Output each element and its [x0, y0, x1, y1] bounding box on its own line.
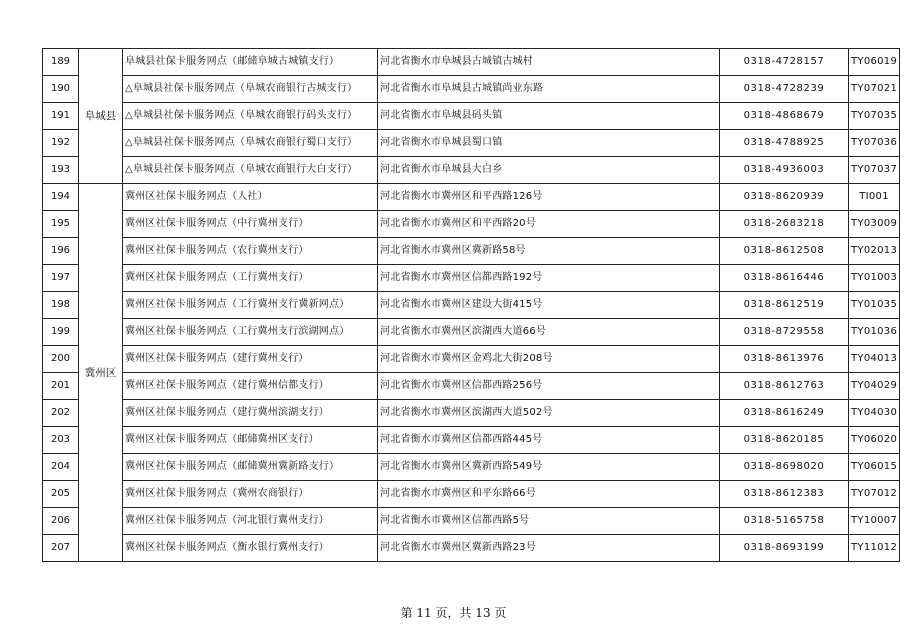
phone-number: 0318-8613976	[720, 346, 849, 373]
service-point-name: 冀州区社保卡服务网点（中行冀州支行）	[123, 211, 378, 238]
service-point-address: 河北省衡水市冀州区和平东路66号	[378, 481, 720, 508]
outlet-code: TY10007	[849, 508, 900, 535]
service-point-name: 冀州区社保卡服务网点（建行冀州信都支行）	[123, 373, 378, 400]
service-point-address: 河北省衡水市冀州区信都西路192号	[378, 265, 720, 292]
service-point-name: 冀州区社保卡服务网点（工行冀州支行）	[123, 265, 378, 292]
phone-number: 0318-8612763	[720, 373, 849, 400]
table-row	[43, 49, 900, 76]
service-point-name: 冀州区社保卡服务网点（邮储冀州冀新路支行）	[123, 454, 378, 481]
table-row	[43, 373, 900, 400]
outlet-code: TY03009	[849, 211, 900, 238]
table-row	[43, 238, 900, 265]
row-number: 200	[43, 346, 79, 373]
phone-number: 0318-8693199	[720, 535, 849, 562]
phone-number: 0318-8612519	[720, 292, 849, 319]
table-row	[43, 265, 900, 292]
outlet-code: TY07037	[849, 157, 900, 184]
outlet-code: TY06020	[849, 427, 900, 454]
outlet-code: TY07021	[849, 76, 900, 103]
page-footer: 第 11 页，共 13 页	[400, 606, 507, 620]
outlet-code: TY01036	[849, 319, 900, 346]
row-number: 197	[43, 265, 79, 292]
table-row	[43, 103, 900, 130]
service-point-name: 冀州区社保卡服务网点（邮储冀州区支行）	[123, 427, 378, 454]
service-point-name: △阜城县社保卡服务网点（阜城农商银行码头支行）	[123, 103, 378, 130]
service-point-name: 冀州区社保卡服务网点（衡水银行冀州支行）	[123, 535, 378, 562]
service-point-address: 河北省衡水市阜城县码头镇	[378, 103, 720, 130]
table-row	[43, 346, 900, 373]
outlet-code: TY01035	[849, 292, 900, 319]
row-number: 191	[43, 103, 79, 130]
phone-number: 0318-8729558	[720, 319, 849, 346]
row-number: 202	[43, 400, 79, 427]
county-cell: 阜城县	[79, 49, 123, 184]
row-number: 199	[43, 319, 79, 346]
row-number: 207	[43, 535, 79, 562]
table-row	[43, 454, 900, 481]
service-point-address: 河北省衡水市冀州区金鸡北大街208号	[378, 346, 720, 373]
county-cell: 冀州区	[79, 184, 123, 562]
row-number: 190	[43, 76, 79, 103]
row-number: 195	[43, 211, 79, 238]
phone-number: 0318-8698020	[720, 454, 849, 481]
phone-number: 0318-4936003	[720, 157, 849, 184]
service-point-address: 河北省衡水市冀州区和平西路20号	[378, 211, 720, 238]
service-point-address: 河北省衡水市冀州区冀新西路549号	[378, 454, 720, 481]
row-number: 192	[43, 130, 79, 157]
row-number: 194	[43, 184, 79, 211]
service-point-address: 河北省衡水市冀州区信都西路256号	[378, 373, 720, 400]
row-number: 205	[43, 481, 79, 508]
phone-number: 0318-8620185	[720, 427, 849, 454]
service-point-name: 阜城县社保卡服务网点（邮储阜城古城镇支行）	[123, 49, 378, 76]
row-number: 206	[43, 508, 79, 535]
service-point-name: △阜城县社保卡服务网点（阜城农商银行古城支行）	[123, 76, 378, 103]
service-point-address: 河北省衡水市冀州区信都西路5号	[378, 508, 720, 535]
row-number: 198	[43, 292, 79, 319]
outlet-code: TY07012	[849, 481, 900, 508]
table-body	[43, 49, 900, 562]
table-row	[43, 292, 900, 319]
service-point-address: 河北省衡水市冀州区滨湖西大道66号	[378, 319, 720, 346]
table-row	[43, 481, 900, 508]
phone-number: 0318-8620939	[720, 184, 849, 211]
outlet-code: TI001	[849, 184, 900, 211]
phone-number: 0318-8616446	[720, 265, 849, 292]
service-point-address: 河北省衡水市冀州区信都西路445号	[378, 427, 720, 454]
outlet-code: TY06019	[849, 49, 900, 76]
row-number: 204	[43, 454, 79, 481]
outlet-code: TY04029	[849, 373, 900, 400]
row-number: 193	[43, 157, 79, 184]
phone-number: 0318-4728239	[720, 76, 849, 103]
service-point-name: 冀州区社保卡服务网点（工行冀州支行冀新网点）	[123, 292, 378, 319]
table-row	[43, 130, 900, 157]
row-number: 201	[43, 373, 79, 400]
table-row	[43, 157, 900, 184]
outlet-code: TY07035	[849, 103, 900, 130]
service-point-name: △阜城县社保卡服务网点（阜城农商银行蜀口支行）	[123, 130, 378, 157]
table-row	[43, 184, 900, 211]
phone-number: 0318-2683218	[720, 211, 849, 238]
table-row	[43, 76, 900, 103]
table-row	[43, 400, 900, 427]
table-row	[43, 427, 900, 454]
phone-number: 0318-8616249	[720, 400, 849, 427]
service-point-name: 冀州区社保卡服务网点（河北银行冀州支行）	[123, 508, 378, 535]
phone-number: 0318-5165758	[720, 508, 849, 535]
service-point-address: 河北省衡水市冀州区冀新路58号	[378, 238, 720, 265]
outlet-code: TY01003	[849, 265, 900, 292]
service-point-address: 河北省衡水市阜城县古城镇古城村	[378, 49, 720, 76]
phone-number: 0318-4868679	[720, 103, 849, 130]
service-point-name: △阜城县社保卡服务网点（阜城农商银行大白支行）	[123, 157, 378, 184]
row-number: 189	[43, 49, 79, 76]
service-point-address: 河北省衡水市阜城县古城镇尚业东路	[378, 76, 720, 103]
service-point-address: 河北省衡水市冀州区滨湖西大道502号	[378, 400, 720, 427]
row-number: 203	[43, 427, 79, 454]
service-point-name: 冀州区社保卡服务网点（冀州农商银行）	[123, 481, 378, 508]
outlet-code: TY07036	[849, 130, 900, 157]
outlet-code: TY11012	[849, 535, 900, 562]
table-row	[43, 319, 900, 346]
table-row	[43, 508, 900, 535]
service-point-address: 河北省衡水市冀州区建设大街415号	[378, 292, 720, 319]
service-point-name: 冀州区社保卡服务网点（建行冀州滨湖支行）	[123, 400, 378, 427]
outlet-code: TY02013	[849, 238, 900, 265]
phone-number: 0318-8612508	[720, 238, 849, 265]
service-point-address: 河北省衡水市冀州区和平西路126号	[378, 184, 720, 211]
service-point-address: 河北省衡水市阜城县蜀口镇	[378, 130, 720, 157]
phone-number: 0318-4728157	[720, 49, 849, 76]
service-point-name: 冀州区社保卡服务网点（农行冀州支行）	[123, 238, 378, 265]
table-row	[43, 211, 900, 238]
phone-number: 0318-8612383	[720, 481, 849, 508]
service-point-name: 冀州区社保卡服务网点（人社）	[123, 184, 378, 211]
service-point-name: 冀州区社保卡服务网点（建行冀州支行）	[123, 346, 378, 373]
outlet-code: TY04013	[849, 346, 900, 373]
service-point-address: 河北省衡水市冀州区冀新西路23号	[378, 535, 720, 562]
table-row	[43, 535, 900, 562]
phone-number: 0318-4788925	[720, 130, 849, 157]
service-point-table	[42, 48, 900, 562]
service-point-address: 河北省衡水市阜城县大白乡	[378, 157, 720, 184]
service-point-name: 冀州区社保卡服务网点（工行冀州支行滨湖网点）	[123, 319, 378, 346]
outlet-code: TY04030	[849, 400, 900, 427]
row-number: 196	[43, 238, 79, 265]
outlet-code: TY06015	[849, 454, 900, 481]
